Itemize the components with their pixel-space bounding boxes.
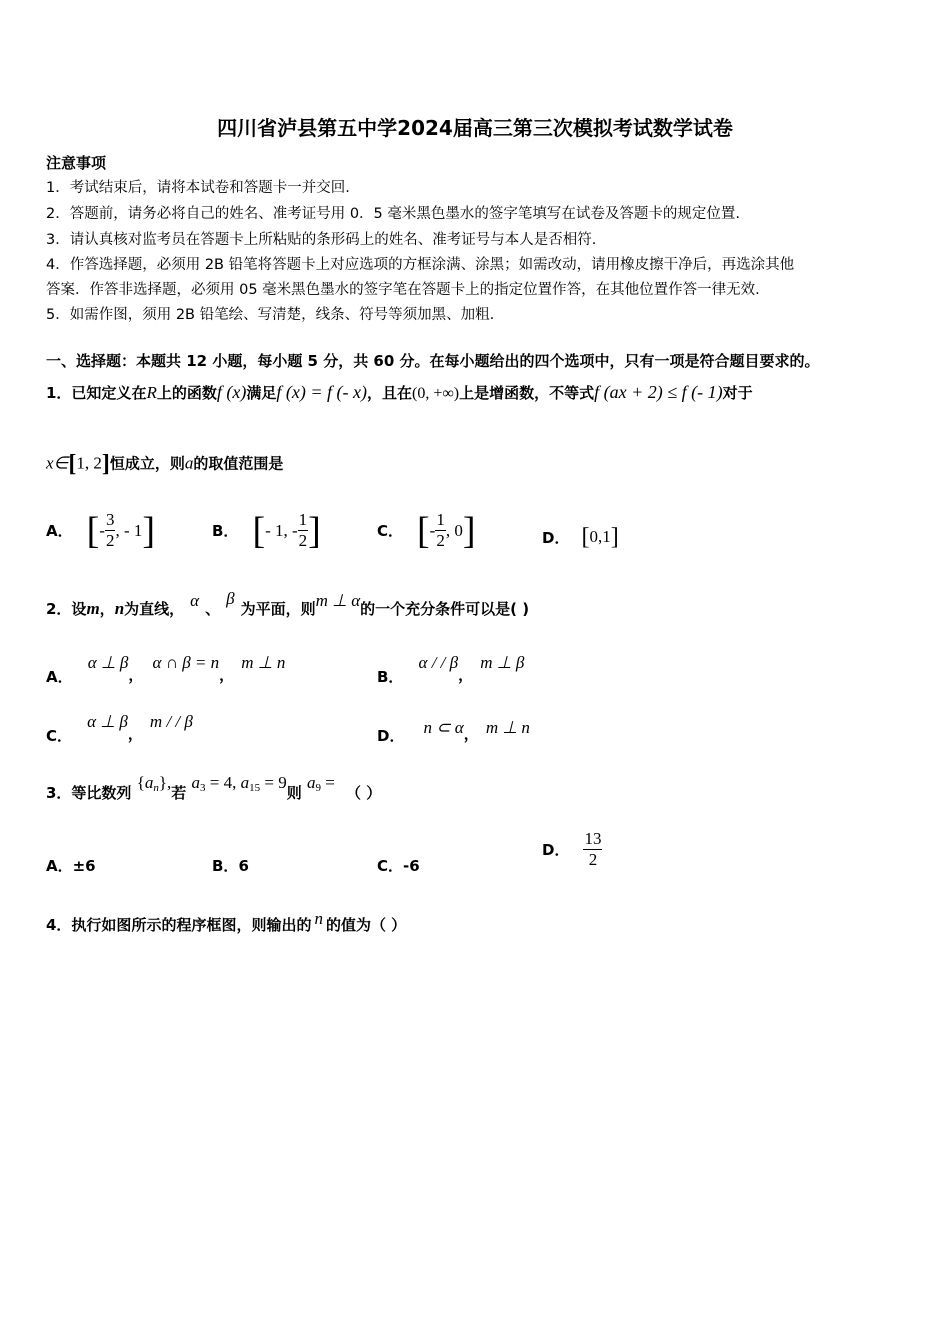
q2-math-m: m	[86, 599, 100, 618]
option-label: A．	[46, 857, 73, 875]
q3-text: 若	[171, 784, 187, 802]
notice-item: 答案．作答非选择题，必须用 05 毫米黑色墨水的签字笔在答题卡上的指定位置作答，在其他位置作答一律无效.	[46, 282, 760, 298]
option-math: α ⊥ β	[87, 712, 128, 731]
q2-text: 为直线，	[124, 600, 185, 618]
q3-text: 3．等比数列	[46, 784, 132, 802]
q3-math-given: $a_3 = 4$, $a_{15} = 9$	[191, 773, 287, 794]
option-math: , 0	[445, 520, 463, 540]
q1-text: 的取值范围是	[193, 454, 284, 473]
q2-text: 2．设	[46, 600, 87, 618]
q1-text: 对于	[722, 384, 753, 402]
option-label: C．	[377, 857, 404, 875]
notice-item: 3．请认真核对监考员在答题卡上所粘贴的条形码上的姓名、准考证号与本人是否相符.	[46, 232, 597, 248]
q1-math-inequality: f (ax + 2) ≤ f (- 1)	[594, 382, 723, 402]
q1-math-r: R	[146, 383, 157, 402]
bracket: [	[252, 509, 266, 552]
q1-math-eq: f (x) = f (- x)	[276, 382, 367, 402]
option-math: m ⊥ n	[241, 653, 286, 672]
option-math: , - 1	[115, 520, 143, 540]
q1-option-d[interactable]	[542, 525, 619, 549]
q2-option-a[interactable]	[46, 652, 286, 686]
option-label: D．	[542, 841, 570, 859]
option-label: B．	[212, 857, 239, 875]
q1-math-a: a	[184, 453, 194, 473]
fraction: $\frac{3}{2}$	[105, 510, 115, 550]
fraction: $\frac{13}{2}$	[584, 829, 602, 869]
option-math: α ⊥ β	[87, 653, 129, 672]
q4-math-n: n	[314, 909, 323, 928]
section-heading: 一、选择题：本题共 12 小题，每小题 5 分，共 60 分。在每小题给出的四个选项中，只有一项是符合题目要求的。	[46, 352, 820, 370]
option-math: α ∩ β = n	[152, 653, 220, 672]
q1-text: 上的函数	[156, 384, 217, 402]
question-1-line-2	[46, 452, 283, 476]
q1-math-x-in: x∈	[46, 453, 69, 473]
option-math: m / / β	[149, 712, 193, 731]
option-math: - 1, -	[265, 520, 298, 540]
q1-math-range: 1, 2	[76, 453, 102, 473]
q4-text: 4．执行如图所示的程序框图，则输出的	[46, 916, 312, 934]
fraction: $\frac{1}{2}$	[298, 510, 308, 550]
option-label: A．	[46, 522, 73, 540]
bracket: [	[86, 509, 100, 552]
q1-option-c[interactable]	[377, 510, 476, 551]
q3-math-sequence: $\{a_n\}$,	[136, 773, 172, 794]
q1-text: 恒成立，则	[109, 454, 185, 473]
q3-text: （ ）	[346, 784, 382, 802]
bracket: ]	[101, 451, 110, 477]
q2-option-c[interactable]	[46, 711, 193, 745]
q1-text: 上是增函数，不等式	[459, 384, 595, 402]
q2-text: ，	[99, 600, 115, 618]
fraction: $\frac{1}{2}$	[436, 510, 445, 550]
question-2	[46, 589, 530, 619]
option-value: ±6	[72, 857, 96, 875]
option-math: -	[429, 520, 436, 540]
option-math: n ⊂ α	[423, 718, 464, 737]
question-4	[46, 909, 407, 935]
option-value: 6	[238, 857, 249, 875]
bracket: ]	[610, 524, 619, 550]
option-sep: ，	[128, 666, 144, 684]
q2-math-alpha: α	[190, 591, 200, 610]
option-label: D．	[377, 727, 405, 745]
q4-text: 的值为（ ）	[325, 916, 407, 934]
option-label: B．	[212, 522, 239, 540]
bracket: [	[68, 451, 77, 477]
notice-item: 2．答题前，请务必将自己的姓名、准考证号用 0．5 毫米黑色墨水的签字笔填写在试卷及答题卡的规定位置.	[46, 206, 740, 222]
q1-math-fx: f (x)	[216, 382, 247, 402]
option-label: A．	[46, 668, 73, 686]
option-math: -	[99, 520, 105, 540]
q2-math-condition: m ⊥ α	[315, 591, 361, 610]
q1-option-b[interactable]	[212, 510, 321, 551]
option-math: α / / β	[418, 653, 459, 672]
q1-option-a[interactable]	[46, 510, 155, 551]
q2-math-beta: β	[226, 589, 235, 608]
q1-text: 满足	[246, 384, 277, 402]
option-label: D．	[542, 528, 570, 547]
option-sep: ，	[127, 725, 143, 743]
q1-text: 1．已知定义在	[46, 384, 147, 402]
q3-text: 则	[286, 784, 302, 802]
q3-option-b[interactable]	[212, 855, 249, 876]
q2-text: 为平面，则	[240, 600, 316, 618]
notice-item: 5．如需作图，须用 2B 铅笔绘、写清楚，线条、符号等须加黑、加粗.	[46, 307, 495, 323]
bracket: [	[417, 509, 430, 552]
q2-text: 、	[205, 600, 221, 618]
q2-option-b[interactable]	[377, 652, 525, 686]
bracket: ]	[462, 509, 476, 552]
question-1-line-1	[46, 382, 753, 403]
q2-math-n: n	[114, 599, 125, 618]
q2-option-d[interactable]	[377, 711, 530, 745]
notice-heading: 注意事项	[46, 154, 107, 172]
option-sep: ，	[458, 666, 474, 684]
question-3	[46, 773, 382, 804]
q3-option-a[interactable]	[46, 855, 96, 876]
q1-math-interval: (0, +∞)	[411, 385, 460, 402]
page-title: 四川省泸县第五中学2024届高三第三次模拟考试数学试卷	[217, 116, 733, 140]
bracket: ]	[142, 509, 156, 552]
option-label: B．	[377, 668, 404, 686]
q2-text: 的一个充分条件可以是( )	[360, 600, 530, 618]
bracket: [	[581, 524, 590, 550]
q1-text: ，且在	[366, 384, 412, 402]
option-math: 0,1	[589, 527, 611, 546]
option-value: -6	[403, 857, 420, 875]
q3-math-target: $a_9$ =	[306, 773, 335, 794]
option-label: C．	[377, 522, 404, 540]
q3-option-c[interactable]	[377, 855, 420, 876]
option-label: C．	[46, 727, 73, 745]
bracket: ]	[308, 509, 321, 552]
option-math: m ⊥ n	[485, 718, 530, 737]
option-sep: ，	[463, 725, 479, 743]
option-math: m ⊥ β	[480, 653, 525, 672]
notice-item: 1．考试结束后，请将本试卷和答题卡一并交回.	[46, 180, 350, 196]
notice-item: 4．作答选择题，必须用 2B 铅笔将答题卡上对应选项的方框涂满、涂黑；如需改动，请用橡皮擦干净后，再选涂其他	[46, 257, 795, 273]
q3-option-d[interactable]	[542, 829, 602, 870]
option-sep: ，	[219, 666, 235, 684]
